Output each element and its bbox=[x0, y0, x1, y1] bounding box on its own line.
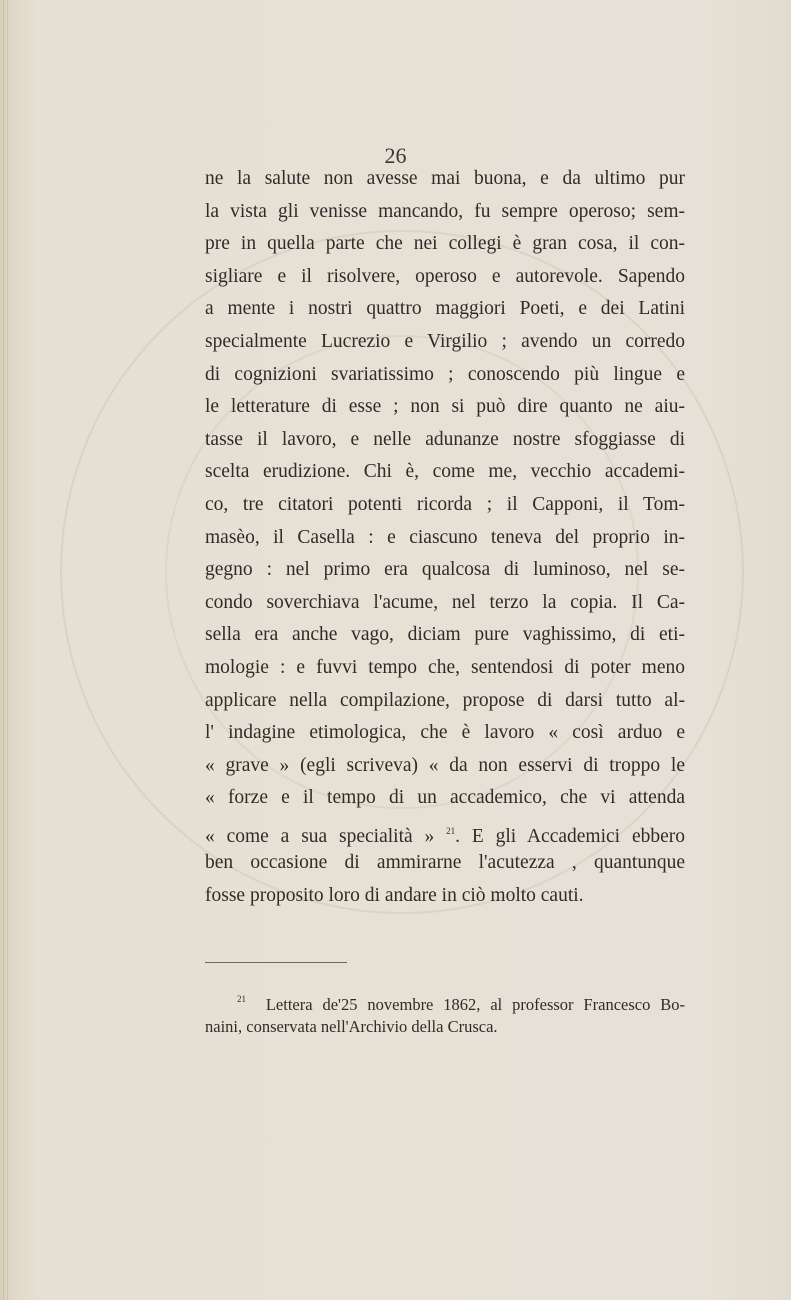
text-line: scelta erudizione. Chi è, come me, vecchio accademi- bbox=[205, 461, 685, 483]
text-line: specialmente Lucrezio e Virgilio ; avendo un corredo bbox=[205, 330, 685, 352]
footnote-marker: 21 bbox=[237, 994, 246, 1004]
text-line: ne la salute non avesse mai buona, e da ultimo pur bbox=[205, 168, 685, 189]
text-line: le letterature di esse ; non si può dire quanto ne aiu- bbox=[205, 396, 685, 418]
text-line: condo soverchiava l'acume, nel terzo la copia. Il Ca- bbox=[205, 591, 685, 613]
text-line: la vista gli venisse mancando, fu sempre operoso; sem- bbox=[205, 200, 685, 222]
text-line: l' indagine etimologica, che è lavoro « così arduo e bbox=[205, 722, 685, 744]
text-line: « grave » (egli scriveva) « da non esservi di troppo le bbox=[205, 754, 685, 776]
text-line-with-note bbox=[205, 815, 685, 848]
footnote bbox=[205, 985, 685, 1041]
text-line: sigliare e il risolvere, operoso e autorevole. Sapendo bbox=[205, 265, 685, 287]
footnote-reference[interactable]: 21 bbox=[446, 825, 456, 836]
binding-edge-line bbox=[7, 0, 8, 1300]
page-number: 26 bbox=[384, 143, 407, 168]
text-line: di cognizioni svariatissimo ; conoscendo più lingue e bbox=[205, 363, 685, 385]
text-line: « forze e il tempo di un accademico, che vi attenda bbox=[205, 787, 685, 809]
text-line: co, tre citatori potenti ricorda ; il Capponi, il Tom- bbox=[205, 493, 685, 515]
text-fragment: « come a sua specialità » bbox=[205, 825, 447, 847]
text-fragment: . E gli Accademici ebbero bbox=[455, 825, 685, 847]
text-line: a mente i nostri quattro maggiori Poeti, e dei Latini bbox=[205, 298, 685, 320]
text-line: pre in quella parte che nei collegi è gran cosa, il con- bbox=[205, 233, 685, 255]
body-text bbox=[205, 163, 685, 913]
text-line: fosse proposito loro di andare in ciò molto cauti. bbox=[205, 885, 584, 907]
text-line: mologie : e fuvvi tempo che, sentendosi di poter meno bbox=[205, 656, 685, 678]
text-line: ben occasione di ammirarne l'acutezza , quantunque bbox=[205, 852, 685, 874]
footnote-separator bbox=[205, 962, 347, 963]
footnote-text: Lettera de'25 novembre 1862, al professor Francesco Bo- bbox=[265, 995, 685, 1014]
text-line: gegno : nel primo era qualcosa di luminoso, nel se- bbox=[205, 559, 685, 581]
text-line: sella era anche vago, diciam pure vaghissimo, di eti- bbox=[205, 624, 685, 646]
footnote-line bbox=[205, 985, 685, 1013]
footnote-line: naini, conservata nell'Archivio della Crusca. bbox=[205, 1017, 498, 1036]
text-line: applicare nella compilazione, propose di darsi tutto al- bbox=[205, 689, 685, 711]
text-line: masèo, il Casella : e ciascuno teneva del proprio in- bbox=[205, 526, 685, 548]
binding-edge-line bbox=[3, 0, 4, 1300]
text-line: tasse il lavoro, e nelle adunanze nostre sfoggiasse di bbox=[205, 428, 685, 450]
